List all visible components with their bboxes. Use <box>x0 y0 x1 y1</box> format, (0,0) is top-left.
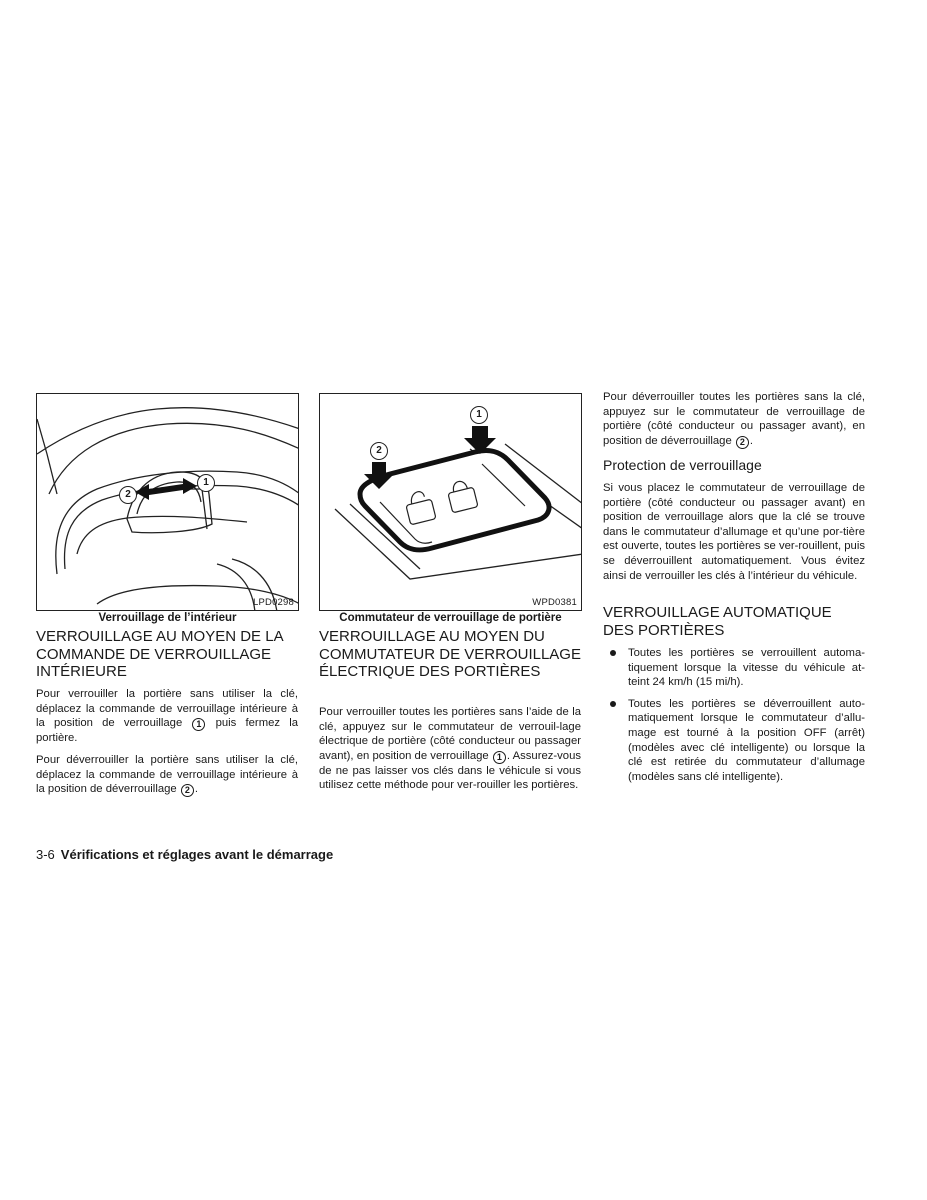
figure-door-lock-switch <box>319 393 582 611</box>
paragraph: Pour déverrouiller la portière sans utiliser la clé, déplacez la commande de verrouillage intérieure à la position de déverrouillage 2 . <box>36 754 298 796</box>
callout-2: 2 <box>370 442 388 460</box>
bullet-icon <box>610 650 616 656</box>
figure-code: WPD0381 <box>532 597 577 608</box>
figure-caption: Verrouillage de l’intérieur <box>98 612 237 624</box>
page-footer <box>36 847 333 862</box>
callout-ref: 2 <box>181 784 194 797</box>
interior-lock-illustration <box>37 394 299 611</box>
chapter-title: Vérifications et réglages avant le démarrage <box>60 847 334 862</box>
section-heading: VERROUILLAGE AU MOYEN DU COMMUTATEUR DE VERROUILLAGE ÉLECTRIQUE DES PORTIÈRES <box>319 628 581 680</box>
figure-interior-lock <box>36 393 299 611</box>
callout-1: 1 <box>470 406 488 424</box>
section-heading: VERROUILLAGE AU MOYEN DE LA COMMANDE DE VERROUILLAGE INTÉRIEURE <box>36 628 283 680</box>
list-item: Toutes les portières se déverrouillent auto-matiquement lorsque le commutateur d’allu-mage est tourné à la position OFF (arrêt) (modèles avec clé intelligente) ou lorsque la clé est retirée du commutateur d’allumage (modèles sans clé intelligente). <box>603 697 865 785</box>
callout-1: 1 <box>197 474 215 492</box>
door-lock-switch-illustration <box>320 394 582 611</box>
paragraph: Pour verrouiller la portière sans utiliser la clé, déplacez la commande de verrouillage intérieure à la position de verrouillage 1 puis fermez la portière. <box>36 688 299 745</box>
bullet-icon <box>610 701 616 707</box>
paragraph: Si vous placez le commutateur de verrouillage de portière (côté conducteur ou passager avant) en position de verrouillage alors que la clé se trouve dans le commutateur d’allumage et qu’une por-tière est ouverte, toutes les portières se ver-rouillent, puis se déverrouillent automatiquement. Vous évitez ainsi de verrouiller les clés à l’intérieur du véhicule. <box>603 482 865 582</box>
subsection-heading: Protection de verrouillage <box>603 457 762 473</box>
callout-2: 2 <box>119 486 137 504</box>
callout-ref: 2 <box>736 436 749 449</box>
bullet-list <box>603 646 865 791</box>
paragraph: Pour verrouiller toutes les portières sans l’aide de la clé, appuyez sur le commutateur de verrouil-lage électrique de portière (côté conducteur ou passager avant), en position de verrouillage 1 . Assurez-vous de ne pas laisser vos clés dans le véhicule si vous utilisez cette méthode pour ver-rouiller les portières. <box>319 706 582 792</box>
section-heading: VERROUILLAGE AUTOMATIQUE DES PORTIÈRES <box>603 604 832 639</box>
list-item: Toutes les portières se verrouillent automa-tiquement lorsque la vitesse du véhicule at-teint 24 km/h (15 mi/h). <box>603 646 865 690</box>
callout-ref: 1 <box>493 751 506 764</box>
page-number: 3-6 <box>36 847 55 862</box>
callout-ref: 1 <box>192 718 205 731</box>
figure-code: LPD0298 <box>252 597 294 608</box>
figure-caption: Commutateur de verrouillage de portière <box>339 612 562 624</box>
paragraph: Pour déverrouiller toutes les portières sans la clé, appuyez sur le commutateur de verrouillage de portière (côté conducteur ou passager avant), en position de déverrouillage 2 . <box>603 391 865 447</box>
